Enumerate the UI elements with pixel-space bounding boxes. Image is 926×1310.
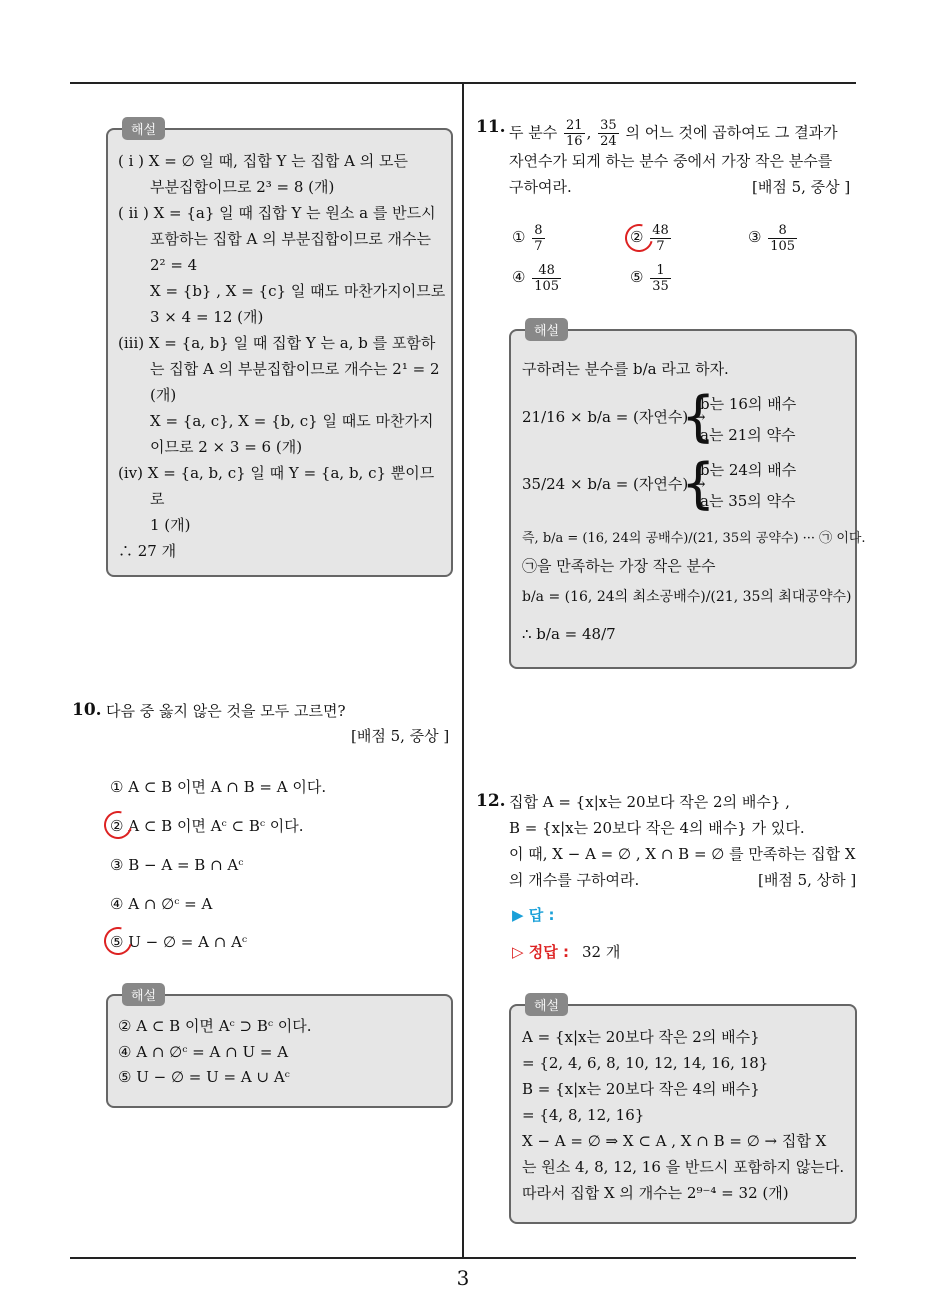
solution-line: b는 24의 배수	[700, 461, 797, 479]
question-number: 11.	[476, 117, 506, 137]
question-text: 두 분수	[509, 123, 558, 142]
solution-line: 구하려는 분수를 b/a 라고 하자.	[522, 360, 729, 378]
solution-line: (iv) X = {a, b, c} 일 때 Y = {a, b, c} 뿐이므	[118, 464, 435, 482]
answer-label: ▶ 답 :	[512, 906, 555, 924]
option: ⑤ $\frac{1}{35}$	[630, 262, 669, 294]
solution-line: 21/16 × b/a = (자연수) →	[522, 408, 706, 426]
solution-line: b는 16의 배수	[700, 395, 797, 413]
solution-tag: 해설	[525, 993, 568, 1016]
solution-line: 3 × 4 = 12 (개)	[150, 308, 264, 326]
solution-line: 35/24 × b/a = (자연수) →	[522, 475, 706, 493]
solution-line: X − A = ∅ ⇒ X ⊂ A , X ∩ B = ∅ → 집합 X	[522, 1132, 827, 1150]
correct-answer-value: 32 개	[582, 943, 621, 961]
question-score: [배점 5, 중상 ]	[351, 727, 450, 745]
solution-line: ㉠을 만족하는 가장 작은 분수	[522, 557, 716, 575]
question-score: [배점 5, 중상 ]	[752, 178, 851, 196]
solution-line: a는 21의 약수	[700, 426, 796, 444]
question-number: 10.	[72, 700, 102, 720]
solution-line: 이므로 2 × 3 = 6 (개)	[150, 438, 303, 456]
question-text: 의 개수를 구하여라.	[509, 871, 640, 889]
page-number: 3	[456, 1266, 470, 1290]
selected-mark-circle	[99, 806, 137, 844]
solution-tag: 해설	[122, 117, 165, 140]
brace: {	[681, 385, 716, 448]
question-text: 구하여라.	[509, 178, 572, 196]
solution-line: 는 원소 4, 8, 12, 16 을 반드시 포함하지 않는다.	[522, 1158, 845, 1176]
solution-tag: 해설	[122, 983, 165, 1006]
correct-answer-label: ▷ 정답 :	[512, 943, 569, 961]
question-text: 의 어느 것에 곱하여도 그 결과가	[625, 123, 838, 142]
solution-line: ∴ 27 개	[118, 542, 177, 560]
question-score: [배점 5, 상하 ]	[758, 871, 857, 889]
solution-line: 포함하는 집합 A 의 부분집합이므로 개수는	[150, 230, 432, 248]
solution-tag: 해설	[525, 318, 568, 341]
option: ③ $\frac{8}{105}$	[748, 222, 796, 254]
option: ② A ⊂ B 이면 Aᶜ ⊂ Bᶜ 이다.	[110, 817, 304, 835]
solution-line: b/a = (16, 24의 최소공배수)/(21, 35의 최대공약수)	[522, 589, 852, 605]
question-text: 자연수가 되게 하는 분수 중에서 가장 작은 분수를	[509, 152, 833, 170]
solution-line: = {4, 8, 12, 16}	[522, 1106, 645, 1124]
solution-line: B = {x|x는 20보다 작은 4의 배수}	[522, 1080, 760, 1098]
solution-line: 부분집합이므로 2³ = 8 (개)	[150, 178, 335, 196]
solution-line: ⑤ U − ∅ = U = A ∪ Aᶜ	[118, 1068, 290, 1086]
solution-line: ∴ b/a = 48/7	[522, 625, 616, 643]
solution-line: 2² = 4	[150, 256, 198, 274]
option: ① A ⊂ B 이면 A ∩ B = A 이다.	[110, 778, 327, 796]
question-text: 이 때, X − A = ∅ , X ∩ B = ∅ 를 만족하는 집합 X	[509, 845, 856, 863]
solution-line: 로	[150, 490, 165, 508]
solution-line: A = {x|x는 20보다 작은 2의 배수}	[522, 1028, 760, 1046]
solution-line: = {2, 4, 6, 8, 10, 12, 14, 16, 18}	[522, 1054, 769, 1072]
solution-line: X = {a, c}, X = {b, c} 일 때도 마찬가지	[150, 412, 434, 430]
solution-line: 는 집합 A 의 부분집합이므로 개수는 2¹ = 2	[150, 360, 440, 378]
option: ④ A ∩ ∅ᶜ = A	[110, 895, 213, 913]
solution-line: ② A ⊂ B 이면 Aᶜ ⊃ Bᶜ 이다.	[118, 1017, 312, 1035]
solution-line: 따라서 집합 X 의 개수는 2⁹⁻⁴ = 32 (개)	[522, 1184, 789, 1202]
question-text: 다음 중 옳지 않은 것을 모두 고르면?	[106, 702, 346, 720]
bottom-rule	[70, 1257, 856, 1259]
solution-line: ( i ) X = ∅ 일 때, 집합 Y 는 집합 A 의 모든	[118, 152, 408, 170]
fraction: $\frac{35}{24}$	[600, 118, 617, 149]
solution-line: 즉, b/a = (16, 24의 공배수)/(21, 35의 공약수) ··· ㉠ 이다.	[522, 531, 866, 546]
question-number: 12.	[476, 791, 506, 811]
brace: {	[681, 452, 716, 515]
solution-line: (iii) X = {a, b} 일 때 집합 Y 는 a, b 를 포함하	[118, 334, 436, 352]
question-text: 집합 A = {x|x는 20보다 작은 2의 배수} ,	[509, 793, 790, 811]
question-text-line1: 두 분수 $\frac{21}{16}$ , $\frac{35}{24}$ 의 어느 것에 곱하여도 그 결과가	[509, 118, 838, 149]
fraction: $\frac{21}{16}$	[566, 118, 583, 149]
solution-line: X = {b} , X = {c} 일 때도 마찬가지이므로	[150, 282, 446, 300]
option: ④ $\frac{48}{105}$	[512, 262, 560, 294]
solution-line: a는 35의 약수	[700, 492, 796, 510]
option: ③ B − A = B ∩ Aᶜ	[110, 856, 244, 874]
solution-line: (개)	[150, 386, 177, 404]
column-divider	[462, 84, 464, 1258]
solution-line: ( ii ) X = {a} 일 때 집합 Y 는 원소 a 를 반드시	[118, 204, 436, 222]
option: ② $\frac{48}{7}$	[630, 222, 669, 254]
option: ① $\frac{8}{7}$	[512, 222, 543, 254]
solution-line: 1 (개)	[150, 516, 191, 534]
question-text: B = {x|x는 20보다 작은 4의 배수} 가 있다.	[509, 819, 805, 837]
option: ⑤ U − ∅ = A ∩ Aᶜ	[110, 933, 248, 951]
selected-mark-circle	[99, 922, 137, 960]
solution-line: ④ A ∩ ∅ᶜ = A ∩ U = A	[118, 1043, 289, 1061]
